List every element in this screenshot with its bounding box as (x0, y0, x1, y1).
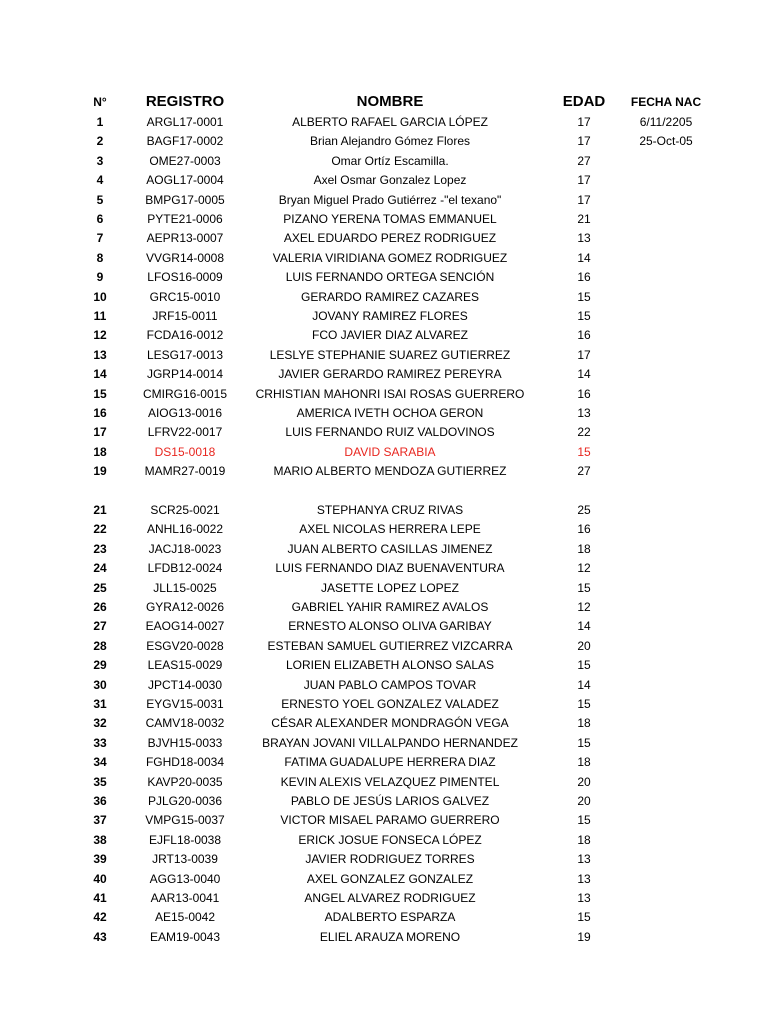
row-nombre: ERICK JOSUE FONSECA LÓPEZ (298, 832, 482, 847)
row-number: 3 (96, 153, 104, 168)
row-number: 26 (93, 600, 107, 614)
row-registro: CMIRG16-0015 (142, 386, 228, 401)
row-number: 39 (93, 852, 107, 867)
row-edad: 13 (577, 852, 591, 867)
row-edad: 19 (577, 929, 591, 944)
row-number: 12 (93, 328, 107, 343)
table-row (0, 870, 768, 889)
table-row (0, 773, 768, 792)
row-number: 15 (93, 386, 107, 401)
row-nombre: BRAYAN JOVANI VILLALPANDO HERNANDEZ (262, 735, 518, 750)
row-number: 37 (93, 813, 107, 828)
table-row (0, 152, 768, 171)
row-edad: 15 (577, 735, 591, 750)
table-row (0, 617, 768, 636)
row-edad: 16 (577, 522, 591, 537)
table-row (0, 132, 768, 151)
table-header-row (0, 90, 768, 114)
row-nombre: FATIMA GUADALUPE HERRERA DIAZ (284, 755, 496, 770)
row-number: 21 (93, 503, 107, 517)
row-registro: EJFL18-0038 (148, 832, 222, 847)
row-number: 6 (96, 212, 104, 226)
row-registro: JRT13-0039 (152, 852, 218, 867)
row-edad: 13 (577, 406, 591, 420)
row-fecha-nac: 6/11/2205 (639, 115, 693, 129)
row-registro: AOGL17-0004 (146, 173, 224, 188)
row-number: 24 (93, 561, 107, 576)
table-row (0, 889, 768, 908)
row-number: 19 (93, 464, 107, 479)
row-number: 2 (96, 134, 104, 149)
table-row (0, 462, 768, 481)
row-registro: BMPG17-0005 (145, 192, 225, 207)
header-nombre: NOMBRE (356, 93, 424, 110)
row-edad: 20 (577, 794, 591, 808)
row-nombre: CRHISTIAN MAHONRI ISAI ROSAS GUERRERO (255, 386, 525, 401)
row-nombre: GERARDO RAMIREZ CAZARES (300, 289, 480, 304)
table-row (0, 191, 768, 210)
row-number: 33 (93, 735, 107, 750)
row-number: 11 (93, 309, 107, 323)
row-number: 23 (93, 541, 107, 556)
header-registro: REGISTRO (145, 93, 225, 110)
row-number: 16 (93, 406, 107, 420)
row-nombre: LUIS FERNANDO RUIZ VALDOVINOS (285, 425, 495, 440)
row-registro: JGRP14-0014 (146, 367, 224, 382)
row-number: 14 (93, 367, 107, 382)
table-row (0, 249, 768, 268)
row-nombre: ANGEL ALVAREZ RODRIGUEZ (304, 891, 476, 905)
row-edad: 17 (577, 115, 591, 129)
table-row (0, 501, 768, 520)
row-nombre: AXEL GONZALEZ GONZALEZ (306, 871, 474, 886)
table-row (0, 811, 768, 830)
row-number: 28 (93, 638, 107, 653)
row-edad: 17 (577, 192, 591, 207)
row-fecha-nac: 25-Oct-05 (639, 134, 693, 149)
row-registro: BJVH15-0033 (147, 735, 223, 750)
row-registro: ESGV20-0028 (146, 638, 224, 653)
row-edad: 15 (577, 289, 591, 304)
row-number: 40 (93, 871, 107, 886)
row-registro: FGHD18-0034 (145, 755, 225, 770)
row-registro: ANHL16-0022 (146, 522, 224, 537)
row-edad: 15 (577, 580, 591, 595)
row-nombre: KEVIN ALEXIS VELAZQUEZ PIMENTEL (280, 774, 500, 789)
row-edad: 15 (577, 444, 591, 459)
table-row (0, 540, 768, 559)
row-registro: AGG13-0040 (149, 871, 221, 886)
row-nombre: PIZANO YERENA TOMAS EMMANUEL (283, 212, 497, 226)
table-row (0, 171, 768, 190)
row-edad: 20 (577, 774, 591, 789)
row-nombre: JAVIER GERARDO RAMIREZ PEREYRA (278, 367, 502, 382)
row-nombre: LUIS FERNANDO DIAZ BUENAVENTURA (275, 561, 505, 576)
row-nombre: ELIEL ARAUZA MORENO (319, 929, 461, 944)
row-nombre: VALERIA VIRIDIANA GOMEZ RODRIGUEZ (272, 250, 508, 265)
table-row (0, 113, 768, 132)
row-edad: 12 (577, 600, 591, 614)
row-registro: BAGF17-0002 (146, 134, 224, 149)
row-number: 17 (93, 425, 107, 440)
row-registro: LFOS16-0009 (147, 270, 223, 285)
table-row (0, 656, 768, 675)
row-registro: PJLG20-0036 (147, 794, 223, 808)
row-number: 41 (93, 891, 107, 905)
row-number: 25 (93, 580, 107, 595)
row-registro: JRF15-0011 (152, 309, 218, 323)
row-registro: AIOG13-0016 (147, 406, 223, 420)
header-fecha-nac: FECHA NAC (630, 95, 702, 109)
row-edad: 17 (577, 347, 591, 362)
row-nombre: JUAN PABLO CAMPOS TOVAR (303, 677, 477, 692)
row-nombre: ERNESTO YOEL GONZALEZ VALADEZ (281, 697, 499, 711)
table-row (0, 792, 768, 811)
row-edad: 14 (577, 367, 591, 382)
table-row (0, 385, 768, 404)
row-edad: 16 (577, 328, 591, 343)
row-nombre: MARIO ALBERTO MENDOZA GUTIERREZ (273, 464, 507, 479)
table-row (0, 443, 768, 462)
table-row (0, 210, 768, 229)
row-nombre: LUIS FERNANDO ORTEGA SENCIÓN (285, 270, 495, 285)
row-registro: PYTE21-0006 (147, 212, 223, 226)
row-edad: 15 (577, 697, 591, 711)
row-registro: EYGV15-0031 (146, 697, 224, 711)
row-number: 4 (96, 173, 104, 188)
row-nombre: JAVIER RODRIGUEZ TORRES (305, 852, 475, 867)
row-nombre: Brian Alejandro Gómez Flores (309, 134, 471, 149)
row-edad: 21 (577, 212, 591, 226)
table-row (0, 404, 768, 423)
row-nombre: ALBERTO RAFAEL GARCIA LÓPEZ (292, 115, 488, 129)
row-nombre: ERNESTO ALONSO OLIVA GARIBAY (288, 619, 492, 634)
row-edad: 27 (577, 153, 591, 168)
row-registro: DS15-0018 (154, 444, 216, 459)
table-row (0, 598, 768, 617)
row-number: 31 (93, 697, 107, 711)
row-registro: LFRV22-0017 (147, 425, 223, 440)
row-edad: 18 (577, 541, 591, 556)
row-nombre: AMERICA IVETH OCHOA GERON (296, 406, 484, 420)
row-registro: OME27-0003 (149, 153, 221, 168)
row-number: 22 (93, 522, 107, 537)
row-edad: 15 (577, 813, 591, 828)
row-edad: 16 (577, 386, 591, 401)
row-registro: MAMR27-0019 (144, 464, 226, 479)
row-registro: FCDA16-0012 (146, 328, 224, 343)
table-row (0, 423, 768, 442)
row-registro: VMPG15-0037 (145, 813, 225, 828)
row-nombre: Bryan Miguel Prado Gutiérrez -"el texano" (278, 192, 502, 207)
row-number: 43 (93, 929, 107, 944)
row-registro: SCR25-0021 (150, 503, 220, 517)
table-row (0, 850, 768, 869)
table-row (0, 365, 768, 384)
row-registro: AE15-0042 (154, 910, 216, 925)
row-registro: GYRA12-0026 (145, 600, 225, 614)
row-nombre: JOVANY RAMIREZ FLORES (312, 309, 468, 323)
row-registro: LEAS15-0029 (147, 658, 223, 673)
row-number: 13 (93, 347, 107, 362)
row-nombre: GABRIEL YAHIR RAMIREZ AVALOS (291, 600, 489, 614)
row-registro: LFDB12-0024 (147, 561, 223, 576)
table-row (0, 520, 768, 539)
row-number: 36 (93, 794, 107, 808)
table-row (0, 268, 768, 287)
row-edad: 16 (577, 270, 591, 285)
row-registro: JPCT14-0030 (147, 677, 223, 692)
row-nombre: STEPHANYA CRUZ RIVAS (316, 503, 464, 517)
row-edad: 15 (577, 658, 591, 673)
row-nombre: ADALBERTO ESPARZA (324, 910, 456, 925)
table-row (0, 346, 768, 365)
row-registro: ARGL17-0001 (146, 115, 224, 129)
row-nombre: LESLYE STEPHANIE SUAREZ GUTIERREZ (269, 347, 511, 362)
row-number: 30 (93, 677, 107, 692)
row-edad: 18 (577, 755, 591, 770)
row-number: 32 (93, 716, 107, 731)
row-nombre: CÉSAR ALEXANDER MONDRAGÓN VEGA (271, 716, 509, 731)
row-number: 9 (96, 270, 104, 285)
row-edad: 14 (577, 250, 591, 265)
row-edad: 17 (577, 134, 591, 149)
row-number: 38 (93, 832, 107, 847)
row-number: 8 (96, 250, 104, 265)
row-nombre: JUAN ALBERTO CASILLAS JIMENEZ (287, 541, 493, 556)
row-edad: 13 (577, 231, 591, 246)
table-row (0, 229, 768, 248)
header-number: N° (93, 95, 107, 109)
row-edad: 14 (577, 677, 591, 692)
row-number: 7 (96, 231, 104, 246)
row-registro: KAVP20-0035 (147, 774, 223, 789)
table-row (0, 714, 768, 733)
row-edad: 25 (577, 503, 591, 517)
row-edad: 14 (577, 619, 591, 634)
row-nombre: AXEL NICOLAS HERRERA LEPE (299, 522, 481, 537)
row-registro: AAR13-0041 (150, 891, 220, 905)
table-row (0, 307, 768, 326)
row-nombre: AXEL EDUARDO PEREZ RODRIGUEZ (283, 231, 497, 246)
row-edad: 15 (577, 910, 591, 925)
row-edad: 20 (577, 638, 591, 653)
row-registro: EAM19-0043 (149, 929, 221, 944)
table-row (0, 559, 768, 578)
row-edad: 27 (577, 464, 591, 479)
row-registro: AEPR13-0007 (146, 231, 224, 246)
row-nombre: VICTOR MISAEL PARAMO GUERRERO (280, 813, 500, 828)
table-row (0, 482, 768, 501)
row-edad: 13 (577, 891, 591, 905)
table-row (0, 676, 768, 695)
row-edad: 12 (577, 561, 591, 576)
table-row (0, 695, 768, 714)
row-registro: JACJ18-0023 (148, 541, 222, 556)
row-nombre: JASETTE LOPEZ LOPEZ (320, 580, 460, 595)
row-edad: 15 (577, 309, 591, 323)
table-row (0, 326, 768, 345)
row-nombre: DAVID SARABIA (344, 444, 436, 459)
row-edad: 18 (577, 832, 591, 847)
row-registro: CAMV18-0032 (145, 716, 225, 731)
table-row (0, 734, 768, 753)
row-number: 1 (96, 115, 104, 129)
row-nombre: FCO JAVIER DIAZ ALVAREZ (311, 328, 469, 343)
row-registro: GRC15-0010 (149, 289, 221, 304)
row-number: 27 (93, 619, 107, 634)
row-registro: VVGR14-0008 (145, 250, 225, 265)
row-number: 10 (93, 289, 107, 304)
table-row (0, 637, 768, 656)
table-row (0, 288, 768, 307)
table-row (0, 579, 768, 598)
header-edad: EDAD (562, 93, 606, 110)
row-nombre: PABLO DE JESÚS LARIOS GALVEZ (290, 794, 490, 808)
row-edad: 22 (577, 425, 591, 440)
row-nombre: Omar Ortíz Escamilla. (331, 153, 449, 168)
row-number: 34 (93, 755, 107, 770)
row-number: 42 (93, 910, 107, 925)
row-number: 18 (93, 444, 107, 459)
row-nombre: Axel Osmar Gonzalez Lopez (313, 173, 467, 188)
row-number: 29 (93, 658, 107, 673)
row-registro: EAOG14-0027 (145, 619, 225, 634)
row-edad: 13 (577, 871, 591, 886)
row-nombre: LORIEN ELIZABETH ALONSO SALAS (285, 658, 495, 673)
table-row (0, 908, 768, 927)
table-row (0, 831, 768, 850)
row-registro: JLL15-0025 (153, 580, 217, 595)
row-number: 5 (96, 192, 104, 207)
row-edad: 18 (577, 716, 591, 731)
table-row (0, 753, 768, 772)
row-registro: LESG17-0013 (146, 347, 224, 362)
row-number: 35 (93, 774, 107, 789)
row-edad: 17 (577, 173, 591, 188)
table-row (0, 928, 768, 947)
row-nombre: ESTEBAN SAMUEL GUTIERREZ VIZCARRA (267, 638, 513, 653)
